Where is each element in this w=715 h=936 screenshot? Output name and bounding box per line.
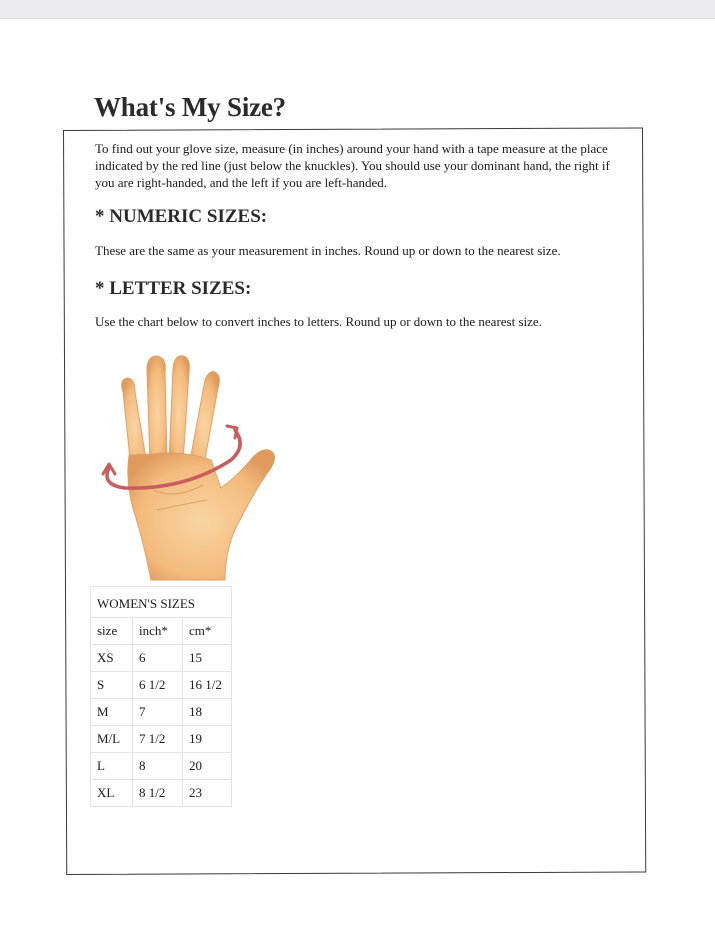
hand-measure-illustration bbox=[95, 350, 295, 585]
hand-finger-middle bbox=[147, 356, 167, 463]
table-cell-cm: 16 1/2 bbox=[183, 672, 232, 699]
intro-text: To find out your glove size, measure (in inches) around your hand with a tape measure at the place indicated by the red line (just below the knuckles). You should use your dominant hand, the right if you are right-handed, and the left if you are left-handed. bbox=[95, 141, 610, 190]
table-cell-cm: 19 bbox=[183, 726, 232, 753]
table-row bbox=[91, 672, 232, 699]
numeric-sizes-text: These are the same as your measurement in inches. Round up or down to the nearest size. bbox=[95, 243, 561, 258]
letter-sizes-heading: * LETTER SIZES: bbox=[95, 278, 252, 299]
table-row bbox=[91, 753, 232, 780]
table-header-size: size bbox=[91, 618, 133, 645]
table-cell-inch: 8 1/2 bbox=[133, 780, 183, 807]
table-cell-size: M/L bbox=[91, 726, 133, 753]
table-cell-inch: 6 bbox=[133, 645, 183, 672]
table-cell-inch: 7 1/2 bbox=[133, 726, 183, 753]
page-title: What's My Size? bbox=[94, 92, 286, 122]
table-row bbox=[91, 645, 232, 672]
womens-size-table bbox=[90, 586, 232, 807]
top-bar bbox=[0, 0, 715, 19]
table-caption: WOMEN'S SIZES bbox=[91, 587, 232, 618]
table-row bbox=[91, 780, 232, 807]
table-cell-cm: 18 bbox=[183, 699, 232, 726]
table-row bbox=[91, 726, 232, 753]
table-row bbox=[91, 699, 232, 726]
letter-sizes-text: Use the chart below to convert inches to letters. Round up or down to the nearest size. bbox=[95, 314, 542, 329]
hand-palm bbox=[128, 450, 275, 580]
table-header-row bbox=[91, 618, 232, 645]
table-caption-row bbox=[91, 587, 232, 618]
table-cell-size: S bbox=[91, 672, 133, 699]
table-cell-inch: 8 bbox=[133, 753, 183, 780]
table-cell-size: L bbox=[91, 753, 133, 780]
table-cell-cm: 20 bbox=[183, 753, 232, 780]
table-header-cm: cm* bbox=[183, 618, 232, 645]
table-cell-inch: 6 1/2 bbox=[133, 672, 183, 699]
table-header-inch: inch* bbox=[133, 618, 183, 645]
table-cell-size: XS bbox=[91, 645, 133, 672]
hand-finger-ring bbox=[169, 356, 189, 462]
table-cell-inch: 7 bbox=[133, 699, 183, 726]
table-cell-size: XL bbox=[91, 780, 133, 807]
table-cell-size: M bbox=[91, 699, 133, 726]
table-cell-cm: 15 bbox=[183, 645, 232, 672]
measure-arrow-right bbox=[227, 426, 237, 438]
table-cell-cm: 23 bbox=[183, 780, 232, 807]
numeric-sizes-heading: * NUMERIC SIZES: bbox=[95, 206, 268, 227]
